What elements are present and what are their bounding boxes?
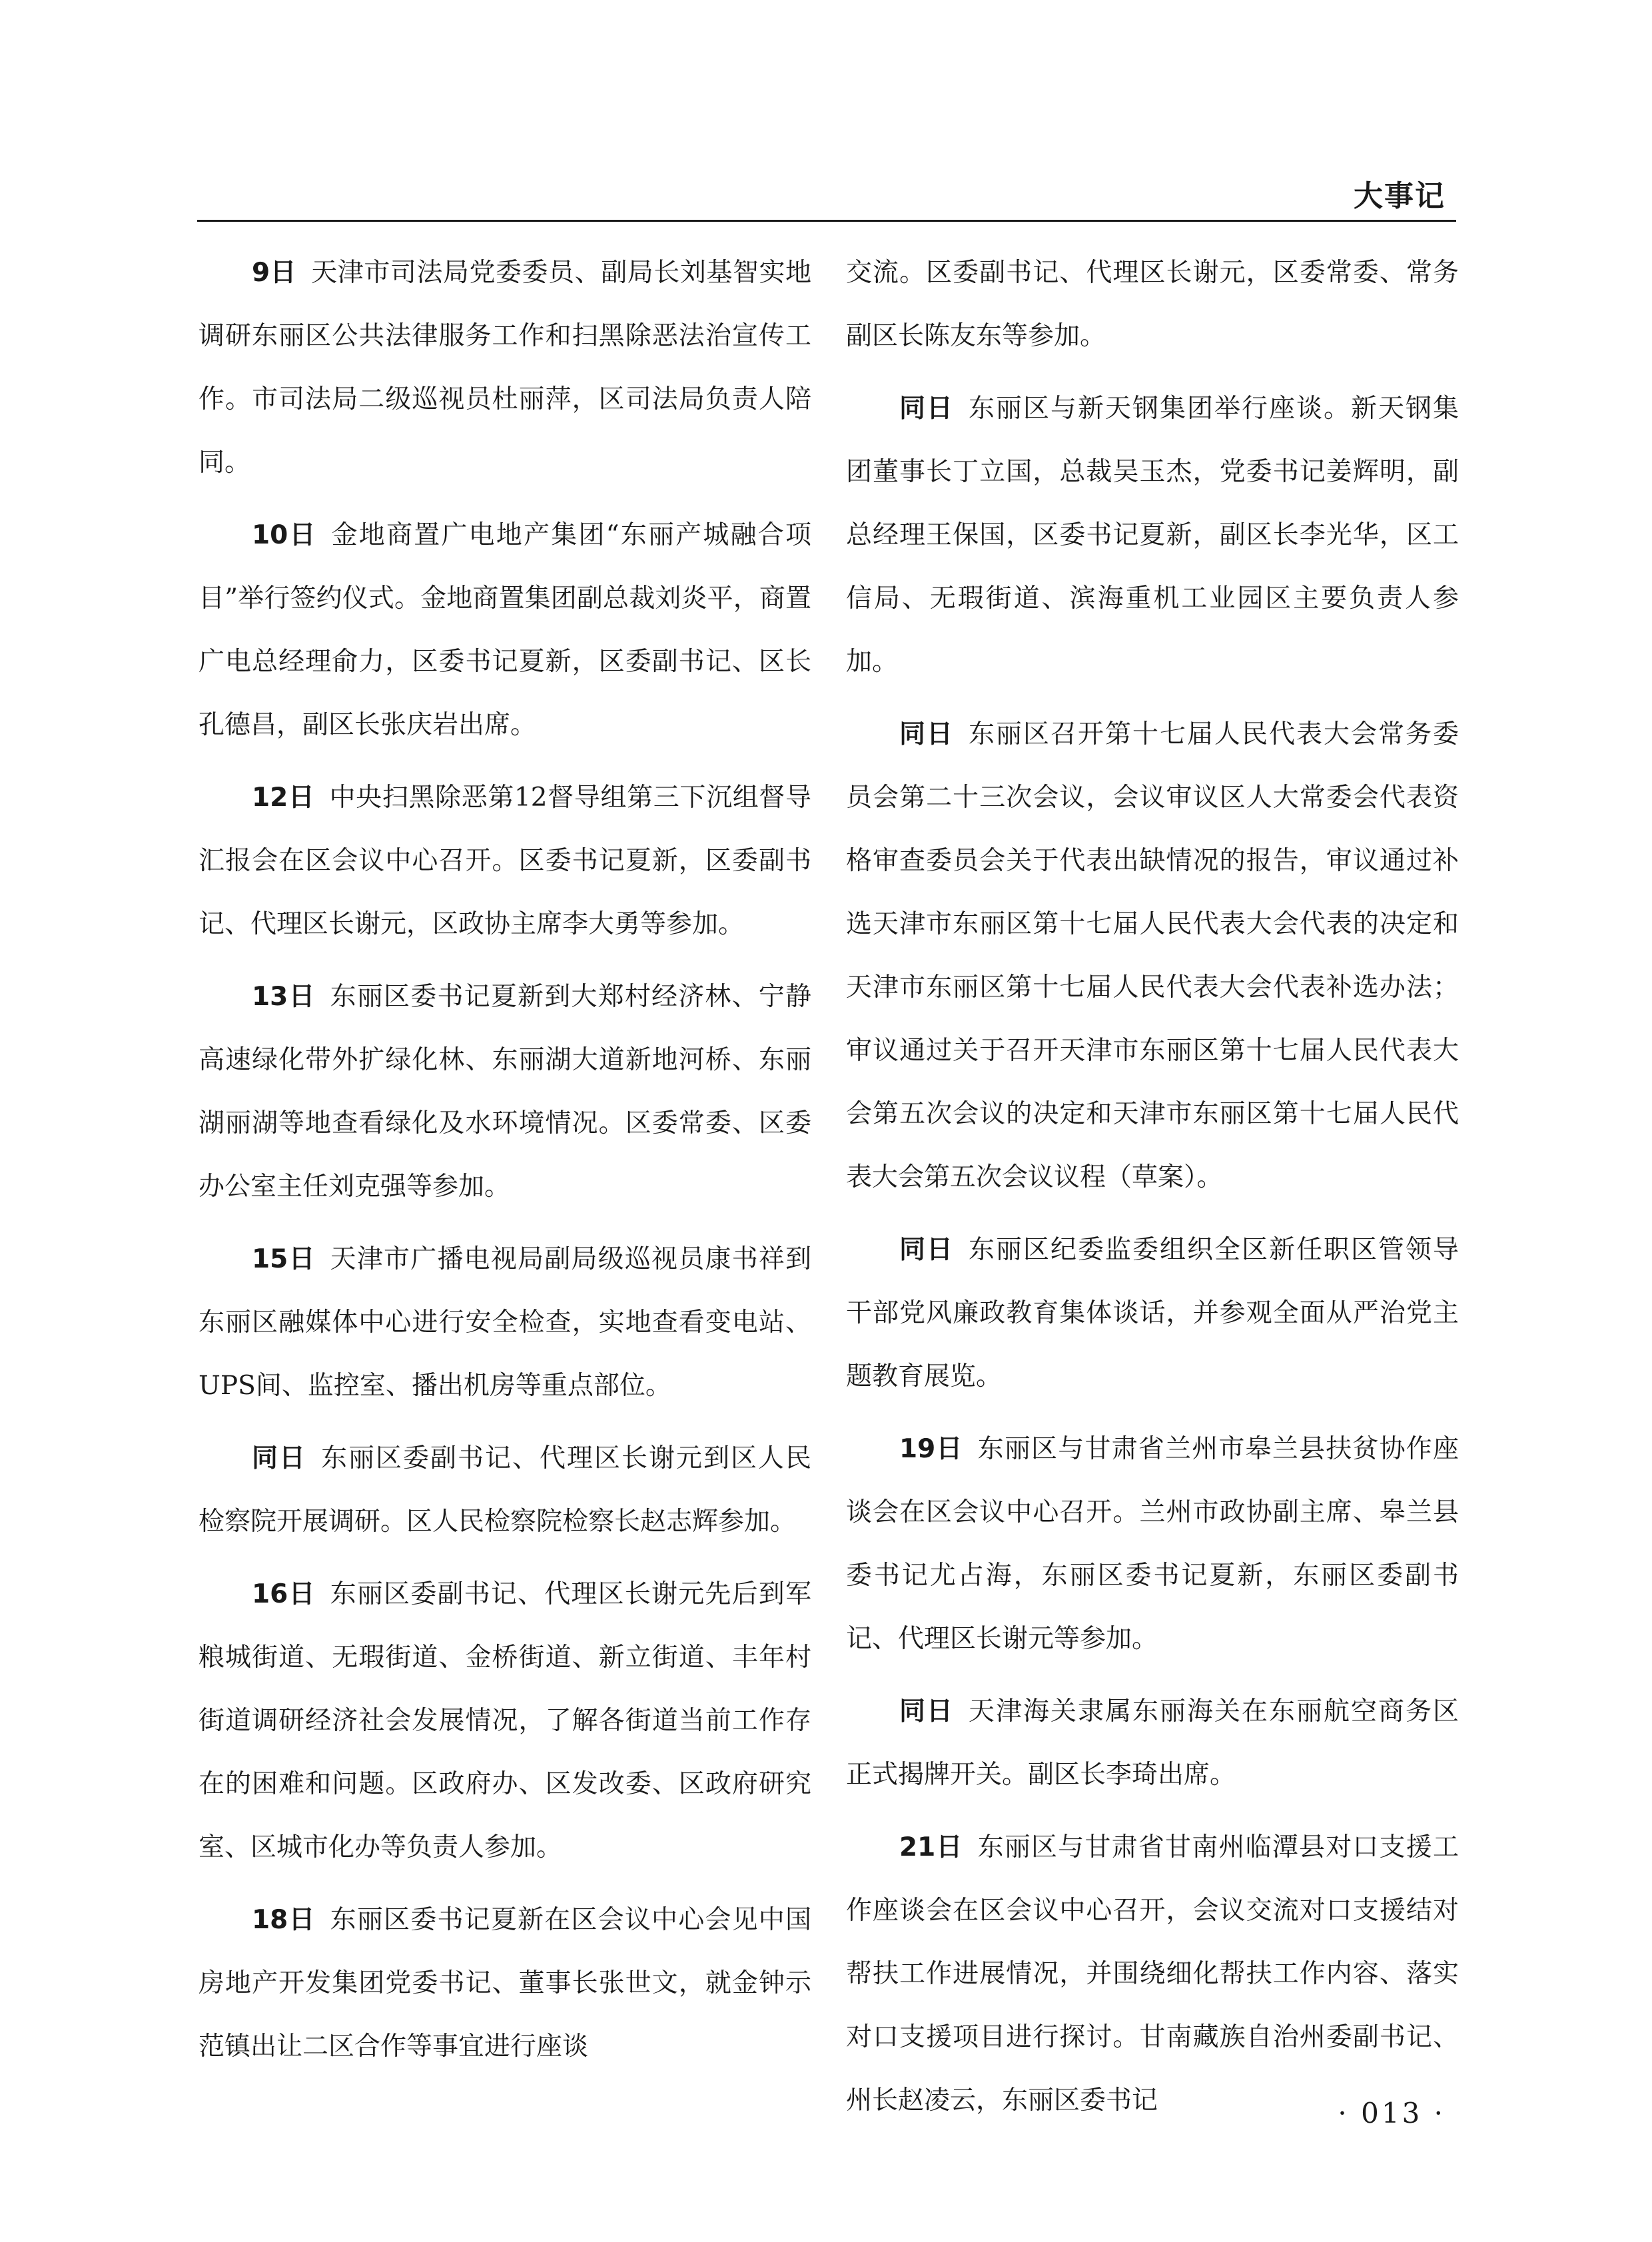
entry-same-day-19 bbox=[846, 1680, 1459, 1806]
entry-day-12 bbox=[199, 766, 811, 956]
entry-date: 9日 bbox=[252, 258, 297, 288]
entry-date: 同日 bbox=[899, 1696, 954, 1726]
entry-day-10 bbox=[199, 504, 811, 757]
entry-text: 东丽区委副书记、代理区长谢元先后到军粮城街道、无瑕街道、金桥街道、新立街道、丰年村街道调研经济社会发展情况，了解各街道当前工作存在的困难和问题。区政府办、区发改委、区政府研究室、区城市化办等负责人参加。 bbox=[199, 1579, 811, 1862]
left-column bbox=[199, 241, 811, 2087]
entry-date: 19日 bbox=[899, 1434, 963, 1464]
entry-date: 16日 bbox=[252, 1579, 316, 1609]
entry-text: 中央扫黑除恶第12督导组第三下沉组督导汇报会在区会议中心召开。区委书记夏新，区委副书记、代理区长谢元，区政协主席李大勇等参加。 bbox=[199, 783, 811, 939]
entry-text: 东丽区纪委监委组织全区新任职区管领导干部党风廉政教育集体谈话，并参观全面从严治党主题教育展览。 bbox=[846, 1235, 1459, 1391]
entry-text: 天津市司法局党委委员、副局长刘基智实地调研东丽区公共法律服务工作和扫黑除恶法治宣传工作。市司法局二级巡视员杜丽萍，区司法局负责人陪同。 bbox=[199, 258, 811, 478]
entry-day-18 bbox=[199, 1888, 811, 2078]
entry-date: 12日 bbox=[252, 783, 315, 813]
entry-day-9 bbox=[199, 241, 811, 494]
section-title: 大事记 bbox=[1354, 179, 1446, 213]
right-column bbox=[846, 241, 1459, 2141]
entry-text: 天津海关隶属东丽海关在东丽航空商务区正式揭牌开关。副区长李琦出席。 bbox=[846, 1696, 1459, 1790]
page-number: · 013 · bbox=[1338, 2097, 1446, 2129]
entry-same-day-18-c bbox=[846, 1218, 1459, 1408]
entry-text: 东丽区与新天钢集团举行座谈。新天钢集团董事长丁立国，总裁吴玉杰，党委书记姜辉明，副总经理王保国，区委书记夏新，副区长李光华，区工信局、无瑕街道、滨海重机工业园区主要负责人参加。 bbox=[846, 394, 1459, 677]
entry-day-15 bbox=[199, 1228, 811, 1417]
entry-text: 东丽区委副书记、代理区长谢元到区人民检察院开展调研。区人民检察院检察长赵志辉参加。 bbox=[199, 1443, 811, 1537]
entry-text: 东丽区委书记夏新到大郑村经济林、宁静高速绿化带外扩绿化林、东丽湖大道新地河桥、东丽湖丽湖等地查看绿化及水环境情况。区委常委、区委办公室主任刘克强等参加。 bbox=[199, 982, 811, 1202]
entry-day-13 bbox=[199, 965, 811, 1218]
entry-date: 15日 bbox=[252, 1244, 316, 1274]
entry-text: 天津市广播电视局副局级巡视员康书祥到东丽区融媒体中心进行安全检查，实地查看变电站、UPS间、监控室、播出机房等重点部位。 bbox=[199, 1244, 811, 1401]
entry-continuation: 交流。区委副书记、代理区长谢元，区委常委、常务副区长陈友东等参加。 bbox=[846, 258, 1459, 351]
header-divider bbox=[197, 220, 1456, 222]
entry-date: 10日 bbox=[252, 520, 317, 550]
entry-text: 金地商置广电地产集团“东丽产城融合项目”举行签约仪式。金地商置集团副总裁刘炎平，商置广电总经理俞力，区委书记夏新，区委副书记、区长孔德昌，副区长张庆岩出席。 bbox=[199, 520, 811, 740]
entry-date: 同日 bbox=[899, 1235, 954, 1265]
entry-date: 21日 bbox=[899, 1832, 963, 1862]
entry-date: 18日 bbox=[252, 1905, 316, 1935]
entry-text: 东丽区与甘肃省甘南州临潭县对口支援工作座谈会在区会议中心召开，会议交流对口支援结对帮扶工作进展情况，并围绕细化帮扶工作内容、落实对口支援项目进行探讨。甘南藏族自治州委副书记、州长赵凌云，东丽区委书记 bbox=[846, 1832, 1459, 2115]
entry-date: 同日 bbox=[899, 394, 954, 424]
entry-text: 东丽区委书记夏新在区会议中心会见中国房地产开发集团党委书记、董事长张世文，就金钟示范镇出让二区合作等事宜进行座谈 bbox=[199, 1905, 811, 2061]
entry-same-day-18-a bbox=[846, 377, 1459, 693]
entry-day-21 bbox=[846, 1816, 1459, 2132]
entry-same-day-15 bbox=[199, 1427, 811, 1553]
entry-date: 同日 bbox=[252, 1443, 306, 1473]
entry-text: 东丽区召开第十七届人民代表大会常务委员会第二十三次会议，会议审议区人大常委会代表资格审查委员会关于代表出缺情况的报告，审议通过补选天津市东丽区第十七届人民代表大会代表的决定和天津市东丽区第十七届人民代表大会代表补选办法；审议通过关于召开天津市东丽区第十七届人民代表大会第五次会议的决定和天津市东丽区第十七届人民代表大会第五次会议议程（草案）。 bbox=[846, 719, 1459, 1192]
entry-same-day-18-b bbox=[846, 703, 1459, 1209]
entry-day-16 bbox=[199, 1563, 811, 1879]
entry-date: 同日 bbox=[899, 719, 954, 749]
entry-day-19 bbox=[846, 1417, 1459, 1671]
entry-date: 13日 bbox=[252, 982, 316, 1012]
entry-text: 东丽区与甘肃省兰州市皋兰县扶贫协作座谈会在区会议中心召开。兰州市政协副主席、皋兰县委书记尤占海，东丽区委书记夏新，东丽区委副书记、代理区长谢元等参加。 bbox=[846, 1434, 1459, 1654]
